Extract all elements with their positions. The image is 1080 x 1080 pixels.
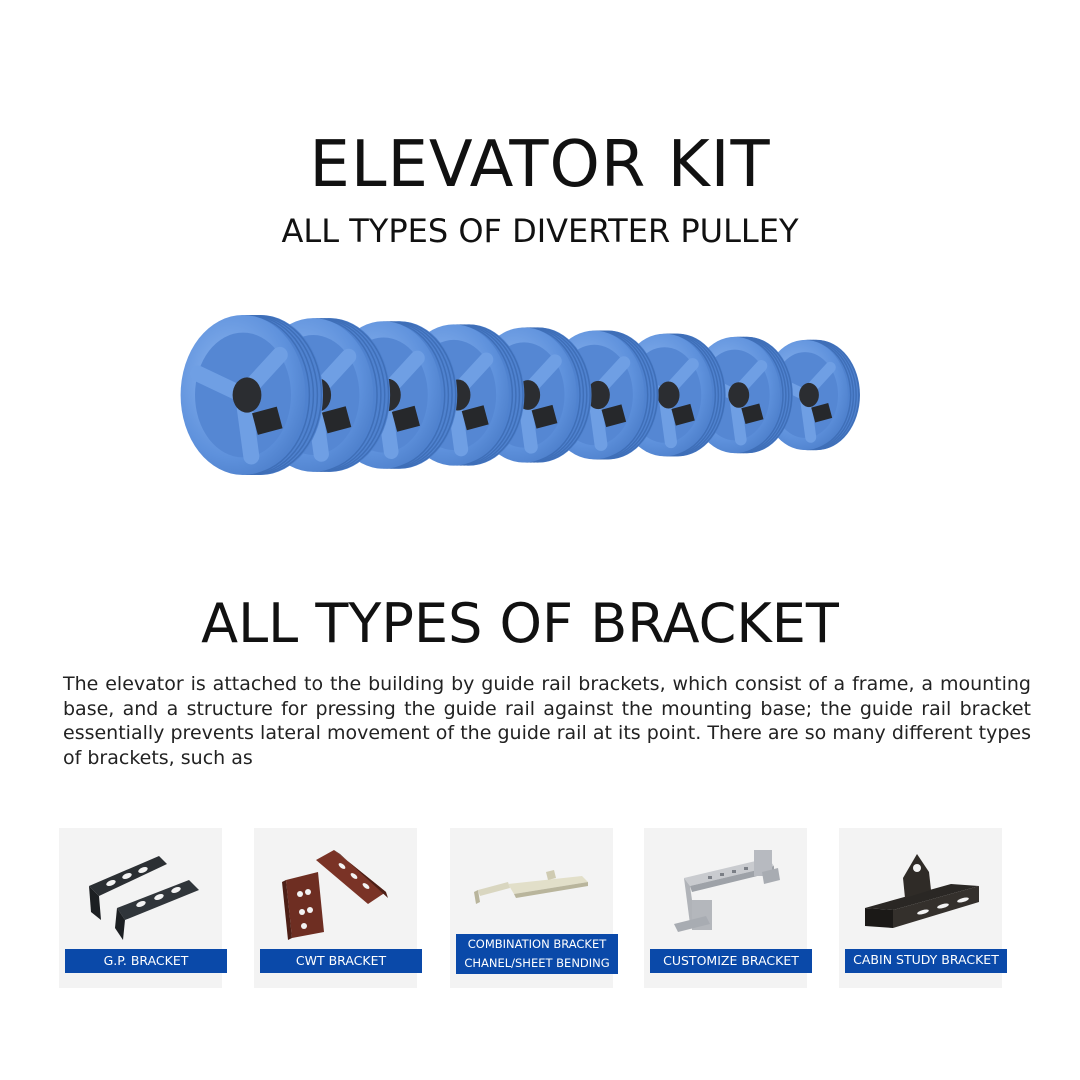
pulley-wheel [181,315,323,475]
bracket-label-gp: G.P. BRACKET [65,949,227,973]
bracket-card-combination[interactable] [450,828,613,988]
page-subtitle: ALL TYPES OF DIVERTER PULLEY [281,212,799,250]
brackets-section-title: ALL TYPES OF BRACKET [201,592,839,655]
brackets-description: The elevator is attached to the building by guide rail brackets, which consist of a frame, a mounting base, and a structure for pressing the guide rail against the mounting base; the guide rail bracket essentially prevents lateral movement of the guide rail at its point. There are so many different types of brackets, such as [63,673,1031,769]
bracket-label-customize: CUSTOMIZE BRACKET [650,949,812,973]
diverter-pulley-icon [165,295,875,495]
bracket-card-gp[interactable] [59,828,222,988]
page-title: ELEVATOR KIT [309,128,771,202]
bracket-label-cabin-study: CABIN STUDY BRACKET [845,949,1007,973]
bracket-card-cwt[interactable] [254,828,417,988]
bracket-label-combination: COMBINATION BRACKET CHANEL/SHEET BENDING [456,934,618,974]
bracket-card-cabin-study[interactable] [839,828,1002,988]
bracket-label-cwt: CWT BRACKET [260,949,422,973]
bracket-card-customize[interactable] [644,828,807,988]
diverter-pulley-row [165,295,875,495]
